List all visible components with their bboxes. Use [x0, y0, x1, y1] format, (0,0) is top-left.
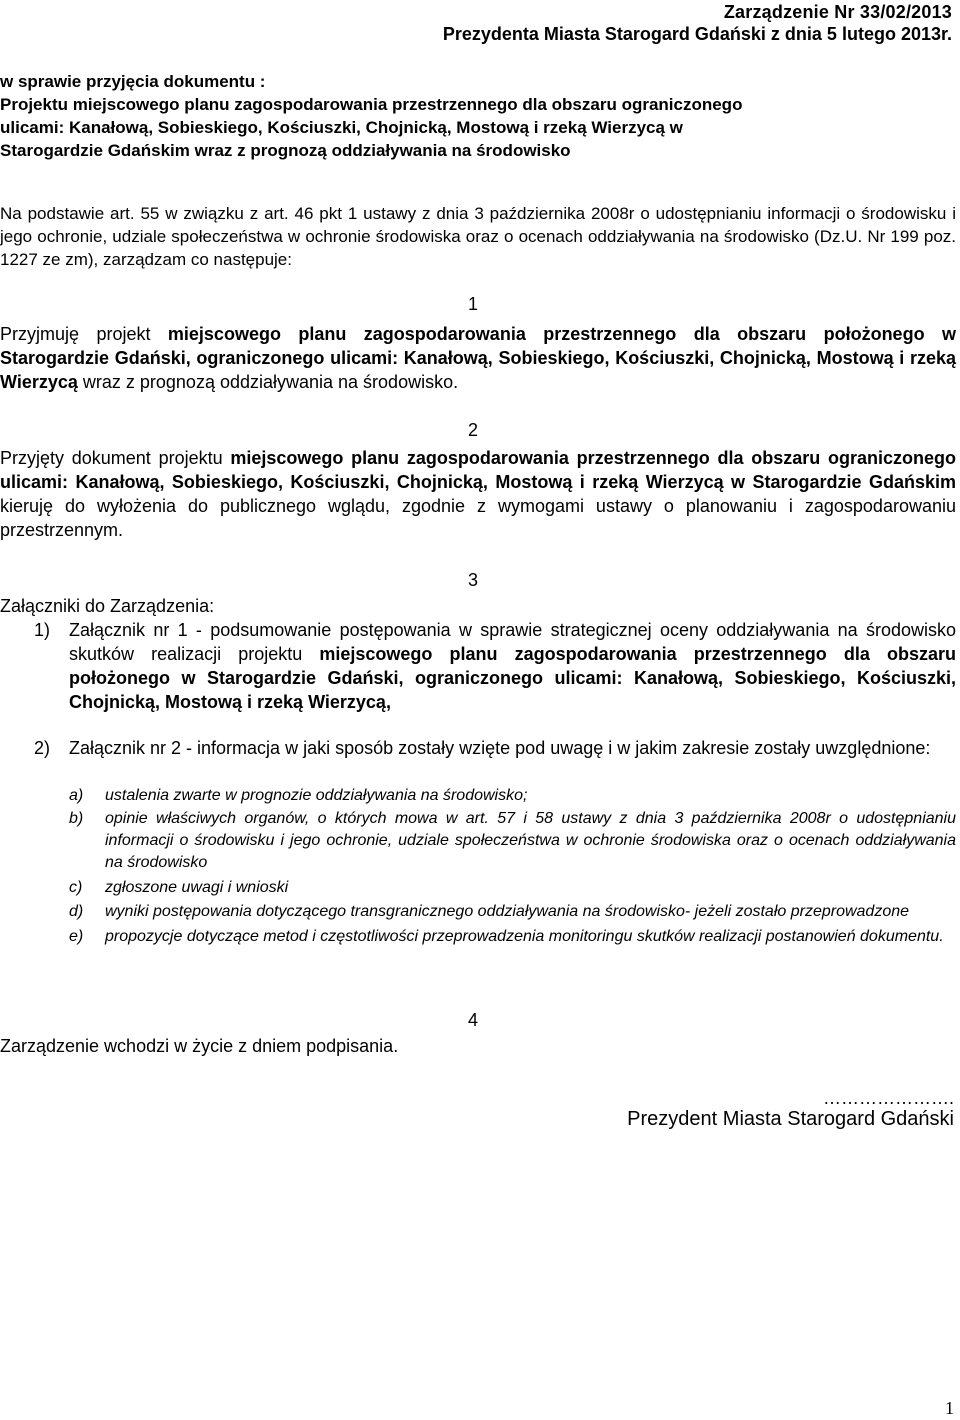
section-4-number: 4	[468, 1010, 479, 1030]
subject-line-4: Starogardzie Gdańskim wraz z prognozą oddziaływania na środowisko	[0, 141, 571, 160]
section-1-number: 1	[468, 294, 479, 314]
section-4-text: Zarządzenie wchodzi w życie z dniem podpisania.	[0, 1036, 399, 1056]
subitem-b-letter: b)	[69, 810, 84, 827]
subitem-c-letter: c)	[69, 879, 83, 896]
preamble-paragraph: Na podstawie art. 55 w związku z art. 46 pkt 1 ustawy z dnia 3 października 2008r o udostępnianiu informacji o środowisku i jego ochronie, udziale społeczeństwa w ochronie środowiska oraz o ocenach oddziaływania na środowisko (Dz.U. Nr 199 poz. 1227 ze zm), zarządzam co następuje:	[0, 204, 956, 269]
subitem-e-letter: e)	[69, 928, 84, 945]
attachment-item-1-number: 1)	[34, 620, 51, 640]
subitem-b-text: opinie właściwych organów, o których mowa w art. 57 i 58 ustawy z dnia 3 października 2008r o udostępnianiu informacji o środowisku i jego ochronie, udziale społeczeństwa w ochronie środowiska oraz o ocenach oddziaływania na środowisko	[105, 810, 956, 871]
subitem-a-letter: a)	[69, 787, 84, 804]
subitem-a-text: ustalenia zwarte w prognozie oddziaływania na środowisko;	[105, 787, 528, 804]
subitem-c-text: zgłoszone uwagi i wnioski	[105, 879, 289, 896]
section-2-intro: Przyjęty dokument projektu	[0, 448, 231, 468]
attachment-item-1	[34, 618, 956, 714]
subitem-e-text: propozycje dotyczące metod i częstotliwości przeprowadzenia monitoringu skutków realizacji postanowień dokumentu.	[105, 928, 944, 945]
subject-line-2: Projektu miejscowego planu zagospodarowania przestrzennego dla obszaru ograniczonego	[0, 95, 743, 114]
subject-line-3: ulicami: Kanałową, Sobieskiego, Kościuszki, Chojnicką, Mostową i rzeką Wierzycą w	[0, 118, 683, 137]
subitem-d	[69, 901, 956, 923]
signature-dots: ………………….	[822, 1088, 954, 1108]
subject-line-1: w sprawie przyjęcia dokumentu :	[0, 72, 266, 91]
attachments-title: Załączniki do Zarządzenia:	[0, 596, 215, 616]
page-number: 1	[945, 1398, 954, 1418]
section-2-paragraph	[0, 446, 956, 542]
subject-block	[0, 70, 960, 162]
subitem-e	[69, 926, 956, 948]
subitem-d-letter: d)	[69, 903, 84, 920]
ordinance-issuer-date: Prezydenta Miasta Starogard Gdański z dnia 5 lutego 2013r.	[442, 24, 952, 44]
section-1-plan-name: miejscowego planu zagospodarowania przestrzennego dla obszaru położonego w Starogardzie Gdański, ograniczonego ulicami: Kanałową, Sobieskiego, Kościuszki, Chojnicką, Mostową i rzeką Wierzycą	[0, 324, 956, 392]
signature-title: Prezydent Miasta Starogard Gdański	[627, 1108, 954, 1130]
attachment-item-1-text	[69, 618, 956, 714]
attachment-item-2	[34, 736, 956, 760]
attachment-item-1-plan-name: miejscowego planu zagospodarowania przestrzennego dla obszaru położonego w Starogardzie Gdański, ograniczonego ulicami: Kanałową, Sobieskiego, Kościuszki, Chojnicką, Mostową i rzeką Wierzycą,	[69, 644, 956, 712]
subitem-d-text: wyniki postępowania dotyczącego transgranicznego oddziaływania na środowisko- jeżeli zostało przeprowadzone	[105, 903, 910, 920]
subitem-list	[69, 785, 956, 948]
attachment-item-2-text: Załącznik nr 2 - informacja w jaki sposób zostały wzięte pod uwagę i w jakim zakresie zostały uwzględnione:	[69, 738, 931, 758]
subitem-a	[69, 785, 956, 806]
section-1-paragraph	[0, 322, 956, 394]
attachment-item-2-number: 2)	[34, 738, 51, 758]
section-3-number: 3	[468, 570, 479, 590]
ordinance-number: Zarządzenie Nr 33/02/2013	[723, 2, 952, 22]
section-2-tail: kieruję do wyłożenia do publicznego wglądu, zgodnie z wymogami ustawy o planowaniu i zagospodarowaniu przestrzennym.	[0, 496, 956, 540]
attachment-item-1-intro: Załącznik nr 1 - podsumowanie postępowania w sprawie strategicznej oceny oddziaływania na środowisko skutków realizacji projektu	[69, 620, 956, 664]
subitem-c	[69, 877, 956, 898]
subitem-b	[69, 808, 956, 874]
section-2-plan-name: miejscowego planu zagospodarowania przestrzennego dla obszaru ograniczonego ulicami: Kanałową, Sobieskiego, Kościuszki, Chojnicką, Mostową i rzeką Wierzycą w Starogardzie Gdańskim	[0, 448, 956, 492]
section-1-intro: Przyjmuję projekt	[0, 324, 168, 344]
section-1-tail: wraz z prognozą oddziaływania na środowisko.	[77, 372, 459, 392]
section-2-number: 2	[468, 420, 479, 440]
